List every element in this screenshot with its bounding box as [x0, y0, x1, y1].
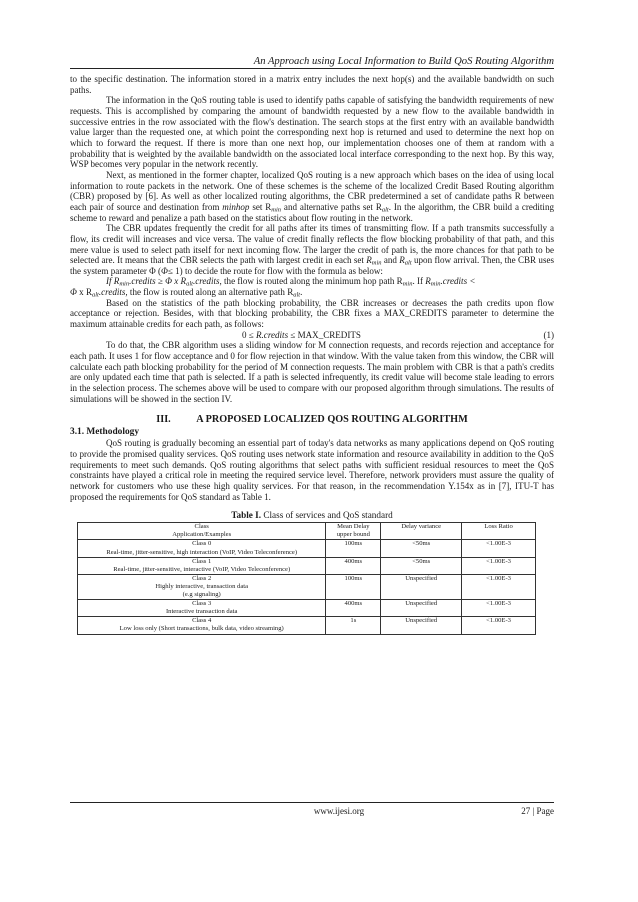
- routing-condition-line-1: If $R_{min}.credits \ge \Phi$ x $R_{alt}.credits$, the flow is routed along the minimum hop path $R_{min}$. If $R_{min}.credits$ <: [106, 276, 476, 288]
- cell-variance: Unspecified: [381, 617, 462, 634]
- table-header-row: [78, 523, 536, 540]
- paragraph-5: Based on the statistics of the path blocking probability, the CBR increases or decreases the path credits upon flow acceptance or rejection. Besides, with that blocking probability, the CBR fixes a MAX_CREDITS parameter to determine the maximum attainable credits for each path, as follows:: [70, 297, 554, 330]
- table-row: [78, 540, 536, 557]
- cell-variance: Unspecified: [381, 600, 462, 617]
- table-row: [78, 574, 536, 599]
- cell-class: Class 3 Interactive transaction data: [78, 600, 326, 617]
- paragraph-7: QoS routing is gradually becoming an essential part of today's data networks as many applications depend on QoS routing to provide the promised quality services. QoS routing uses network state information and resource availability in addition to the QoS requirements to meet such demands. QoS routing algorithms that select paths with sufficient residual resources to meet the QoS constraints have played a critical role in meeting the required service level. Therefore, network providers must assure the quality of network for customers who use these high quality services. For that reason, in the recommendation Y.154x as in [7], ITU-T has proposed the requirements for QoS standard as Table 1.: [70, 438, 554, 502]
- cell-loss: <1.00E-3: [462, 540, 536, 557]
- cell-delay: 100ms: [326, 540, 381, 557]
- equation-1-body: 0 ≤ R.credits ≤ MAX_CREDITS: [242, 329, 361, 340]
- header-delay-variance: Delay variance: [381, 523, 462, 540]
- cell-delay: 100ms: [326, 574, 381, 599]
- cell-variance: <50ms: [381, 540, 462, 557]
- section-title: A PROPOSED LOCALIZED QOS ROUTING ALGORITHM: [196, 414, 468, 426]
- section-number: III.: [156, 414, 171, 426]
- cell-delay: 1s: [326, 617, 381, 634]
- paragraph-2: The information in the QoS routing table is used to identify paths capable of satisfying the bandwidth requirements of new requests. This is accomplished by comparing the amount of bandwidth requested by a new flow to the available bandwidth in successive entries in the row associated with the flow's destination. The search stops at the first entry with an available bandwidth value larger than the requested one, at which point the corresponding next hop is returned and used to determine the next hop on which to forward the request. If there is more than one next hop, our implementation chooses one of them at random with a probability that is weighted by the available bandwidth on the associated local interface corresponding to the next hop. By this way, WSP becomes very popular in the network recently.: [70, 95, 554, 170]
- equation-1: [70, 330, 554, 341]
- cell-class: Class 2 Highly interactive, transaction data (e.g signaling): [78, 574, 326, 599]
- footer-site: www.ijesi.org: [313, 806, 365, 816]
- paragraph-4: The CBR updates frequently the credit for all paths after its times of transmitting flow. If a path transmits successfully a flow, its credit will increases and vice versa. The value of credit finally reflects the flow blocking probability of that path, and this mere value is used to select path itself for next incoming flow. The larger the credit of path is, the more chances for that path to be selected are. It means that the CBR selects the path with largest credit in each set $R_{min}$ and $R_{alt}$ upon flow arrival. Then, the CBR uses the system parameter Φ (Φ≤ 1) to decide the route for flow with the formula as below:: [70, 223, 555, 276]
- routing-condition-line-2: Φ x $R_{alt}.credits$, the flow is routed along an alternative path $R_{alt}$.: [70, 287, 303, 299]
- qos-table: [77, 522, 536, 634]
- header-loss-ratio: Loss Ratio: [462, 523, 536, 540]
- equation-1-number: (1): [543, 329, 554, 340]
- cell-class: Class 1 Real-time, jitter-sensitive, interactive (VoIP, Video Teleconference): [78, 557, 326, 574]
- section-heading: [70, 414, 554, 426]
- paragraph-6: To do that, the CBR algorithm uses a sliding window for M connection requests, and records rejection and acceptance for each path. It uses 1 for flow acceptance and 0 for flow rejection in that window. With the value taken from this window, the CBR will calculate each path blocking probability for the period of M connection requests. The main problem with CBR is that a path's credits are only updated each time that path is selected. If a path is selected infrequently, its credit value will become stale leading to errors in the selection process. The schemes above will be used to compare with our proposed algorithm through simulations. The results of simulations will be showed in the section IV.: [70, 340, 554, 404]
- subsection-heading: 3.1. Methodology: [70, 427, 140, 438]
- table-row: [78, 600, 536, 617]
- table-row: [78, 617, 536, 634]
- footer-page-number: 27 | Page: [521, 806, 554, 816]
- cell-variance: Unspecified: [381, 574, 462, 599]
- footer-rule: [70, 802, 554, 803]
- table-row: [78, 557, 536, 574]
- paragraph-1: to the specific destination. The information stored in a matrix entry includes the next hop(s) and the available bandwidth on such paths.: [70, 74, 554, 95]
- table-caption: Table I. Class of services and QoS standard: [231, 510, 393, 521]
- cell-loss: <1.00E-3: [462, 557, 536, 574]
- cell-loss: <1.00E-3: [462, 574, 536, 599]
- cell-delay: 400ms: [326, 557, 381, 574]
- cell-class: Class 4 Low loss only (Short transactions, bulk data, video streaming): [78, 617, 326, 634]
- cell-variance: <50ms: [381, 557, 462, 574]
- paragraph-3: Next, as mentioned in the former chapter, localized QoS routing is a new approach which bases on the idea of using local information to route packets in the network. One of these schemes is the scheme of the localized Credit Based Routing algorithm (CBR) proposed by [6]. As well as other localized routing algorithms, the CBR predetermined a set of candidate paths R between each pair of source and destination from minhop set $R_{min}$ and alternative paths set $R_{alt}$. In the algorithm, the CBR build a crediting scheme to reward and penalize a path based on the statistics about flow routing in the network.: [70, 169, 554, 223]
- running-head: An Approach using Local Information to Build QoS Routing Algorithm: [70, 56, 554, 69]
- cell-loss: <1.00E-3: [462, 600, 536, 617]
- body-text: [70, 74, 554, 635]
- cell-class: Class 0 Real-time, jitter-sensitive, high interaction (VoIP, Video Teleconference): [78, 540, 326, 557]
- cell-loss: <1.00E-3: [462, 617, 536, 634]
- header-class: Class Application/Examples: [78, 523, 326, 540]
- cell-delay: 400ms: [326, 600, 381, 617]
- header-mean-delay: Mean Delay upper bound: [326, 523, 381, 540]
